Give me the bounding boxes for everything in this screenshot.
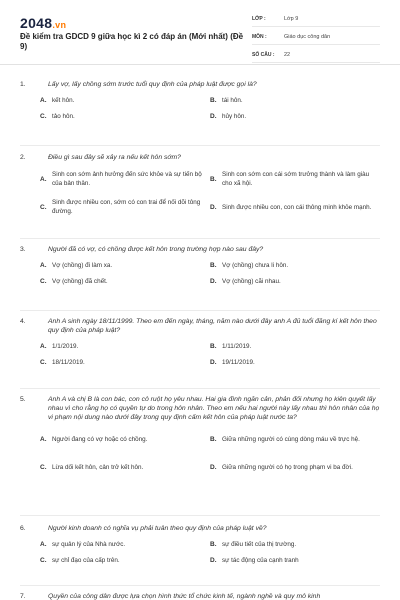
meta-row-class [252, 12, 380, 27]
option-key: A. [40, 540, 47, 548]
option-text: sự điều tiết của thị trường. [222, 540, 297, 548]
option-d[interactable] [210, 276, 380, 286]
option-text: Vợ (chồng) chưa li hôn. [222, 261, 289, 269]
question-number: 7. [20, 593, 26, 600]
meta-value: 22 [284, 52, 291, 58]
meta-value: Giáo dục công dân [284, 34, 331, 40]
header [0, 0, 400, 65]
option-text: 19/11/2019. [222, 358, 255, 366]
answer-options [40, 539, 382, 571]
divider [20, 515, 380, 516]
option-d[interactable] [210, 357, 380, 367]
option-key: D. [210, 112, 217, 120]
option-b[interactable] [210, 428, 380, 450]
option-b[interactable] [210, 260, 380, 270]
option-key: A. [40, 435, 47, 443]
option-key: B. [210, 96, 217, 104]
option-text: Vợ (chồng) đi làm xa. [52, 261, 113, 269]
meta-row-subject [252, 30, 380, 45]
option-a[interactable] [40, 168, 210, 190]
option-key: D. [210, 556, 217, 564]
option-b[interactable] [210, 168, 380, 190]
question-2 [20, 153, 382, 224]
option-key: B. [210, 175, 217, 183]
option-key: D. [210, 358, 217, 366]
question-5 [20, 395, 382, 484]
meta-label: SỐ CÂU : [252, 52, 275, 58]
question-text: Anh A và chị B là con bác, con cô ruột họ yêu nhau. Hai gia đình ngăn cản, phản đối nhưng họ kiên quyết lấy nhau vì cho rằng họ có quyền tự do trong hôn nhân. Theo em nếu hai người này lấy nhau thì hôn nhân của họ vi phạm nội dung nào dưới đây trong quy định cấm kết hôn của pháp luật nước ta? [48, 396, 380, 421]
question-4 [20, 317, 382, 373]
answer-options [40, 428, 382, 484]
divider [20, 310, 380, 311]
question-number: 2. [20, 154, 26, 161]
meta-value: Lớp 9 [284, 16, 299, 22]
question-7 [20, 592, 382, 600]
option-text: 1/1/2019. [52, 342, 79, 350]
option-key: C. [40, 556, 47, 564]
option-key: A. [40, 261, 47, 269]
option-text: Sinh được nhiều con, sớm có con trai để nối dõi tông đường. [52, 199, 201, 215]
question-number: 6. [20, 525, 26, 532]
option-key: C. [40, 463, 47, 471]
divider [20, 585, 380, 586]
question-text: Người kinh doanh có nghĩa vụ phải tuân theo quy định của pháp luật về? [48, 525, 267, 532]
option-b[interactable] [210, 341, 380, 351]
option-text: tái hôn. [222, 96, 243, 104]
option-d[interactable] [210, 555, 380, 565]
option-key: A. [40, 342, 47, 350]
question-1 [20, 80, 382, 127]
option-text: sự quản lý của Nhà nước. [52, 540, 126, 548]
option-a[interactable] [40, 260, 210, 270]
option-text: Vợ (chồng) cãi nhau. [222, 277, 281, 285]
question-text: Quyền của công dân được lựa chọn hình thức tổ chức kinh tế, ngành nghề và quy mô kinh [48, 593, 321, 600]
option-key: B. [210, 261, 217, 269]
option-key: C. [40, 112, 47, 120]
option-d[interactable] [210, 456, 380, 478]
option-c[interactable] [40, 555, 210, 565]
option-d[interactable] [210, 111, 380, 121]
logo-suffix: .vn [52, 20, 67, 30]
option-key: D. [210, 203, 217, 211]
option-key: C. [40, 358, 47, 366]
option-b[interactable] [210, 95, 380, 105]
option-text: Giữa những người có họ trong phạm vi ba đời. [222, 463, 353, 471]
question-text: Người đã có vợ, có chồng được kết hôn trong trường hợp nào sau đây? [48, 246, 264, 253]
option-key: A. [40, 175, 47, 183]
question-number: 4. [20, 318, 26, 325]
question-number: 1. [20, 81, 26, 88]
logo-main: 2048 [20, 15, 53, 31]
question-text: Anh A sinh ngày 18/11/1999. Theo em đến ngày, tháng, năm nào dưới đây anh A đủ tuổi đăng kí kết hôn theo quy định của pháp luật? [48, 318, 377, 334]
option-text: sự chỉ đạo của cấp trên. [52, 556, 120, 564]
meta-label: LỚP : [252, 16, 266, 22]
option-text: 18/11/2019. [52, 358, 85, 366]
option-text: 1/11/2019. [222, 342, 252, 350]
document-title: Đề kiểm tra GDCD 9 giữa học kì 2 có đáp án (Mới nhất) (Đề 9) [20, 32, 244, 51]
question-6 [20, 524, 382, 571]
meta-label: MÔN : [252, 34, 267, 40]
divider [20, 238, 380, 239]
option-c[interactable] [40, 276, 210, 286]
option-c[interactable] [40, 111, 210, 121]
question-number: 3. [20, 246, 26, 253]
site-logo[interactable] [20, 15, 66, 31]
meta-info [252, 12, 380, 66]
option-text: Lừa dối kết hôn, cản trở kết hôn. [52, 463, 144, 471]
option-text: Sinh con sớm ảnh hưởng đến sức khỏe và sự tiến bộ của bản thân. [52, 171, 202, 187]
option-text: Người đang có vợ hoặc có chồng. [52, 435, 148, 443]
option-text: Sinh con sớm con cái sớm trưởng thành và làm giàu cho xã hội. [222, 171, 370, 187]
option-c[interactable] [40, 196, 210, 218]
question-text: Điều gì sau đây sẽ xảy ra nếu kết hôn sớm? [48, 154, 181, 161]
option-a[interactable] [40, 539, 210, 549]
answer-options [40, 341, 382, 373]
divider [20, 388, 380, 389]
answer-options [40, 260, 382, 292]
option-text: Sinh được nhiều con, con cái thông minh khỏe mạnh. [222, 203, 372, 211]
option-a[interactable] [40, 428, 210, 450]
answer-options [40, 95, 382, 127]
option-d[interactable] [210, 196, 380, 218]
option-key: D. [210, 463, 217, 471]
option-b[interactable] [210, 539, 380, 549]
option-a[interactable] [40, 341, 210, 351]
option-c[interactable] [40, 456, 210, 478]
option-text: tảo hôn. [52, 112, 75, 120]
answer-options [40, 168, 382, 224]
divider [20, 145, 380, 146]
option-c[interactable] [40, 357, 210, 367]
option-text: kết hôn. [52, 96, 75, 104]
option-a[interactable] [40, 95, 210, 105]
option-key: B. [210, 342, 217, 350]
option-key: B. [210, 435, 217, 443]
question-text: Lấy vợ, lấy chồng sớm trước tuổi quy định của pháp luật được gọi là? [48, 81, 257, 88]
option-text: Giữa những người có cùng dòng máu về trực hệ. [222, 435, 360, 443]
meta-row-count [252, 48, 380, 63]
option-key: A. [40, 96, 47, 104]
option-key: C. [40, 277, 47, 285]
option-text: hủy hôn. [222, 112, 247, 120]
option-key: D. [210, 277, 217, 285]
option-text: sự tác động của cạnh tranh [222, 556, 299, 564]
option-key: B. [210, 540, 217, 548]
question-3 [20, 245, 382, 292]
option-text: Vợ (chồng) đã chết. [52, 277, 108, 285]
question-number: 5. [20, 396, 26, 403]
option-key: C. [40, 203, 47, 211]
